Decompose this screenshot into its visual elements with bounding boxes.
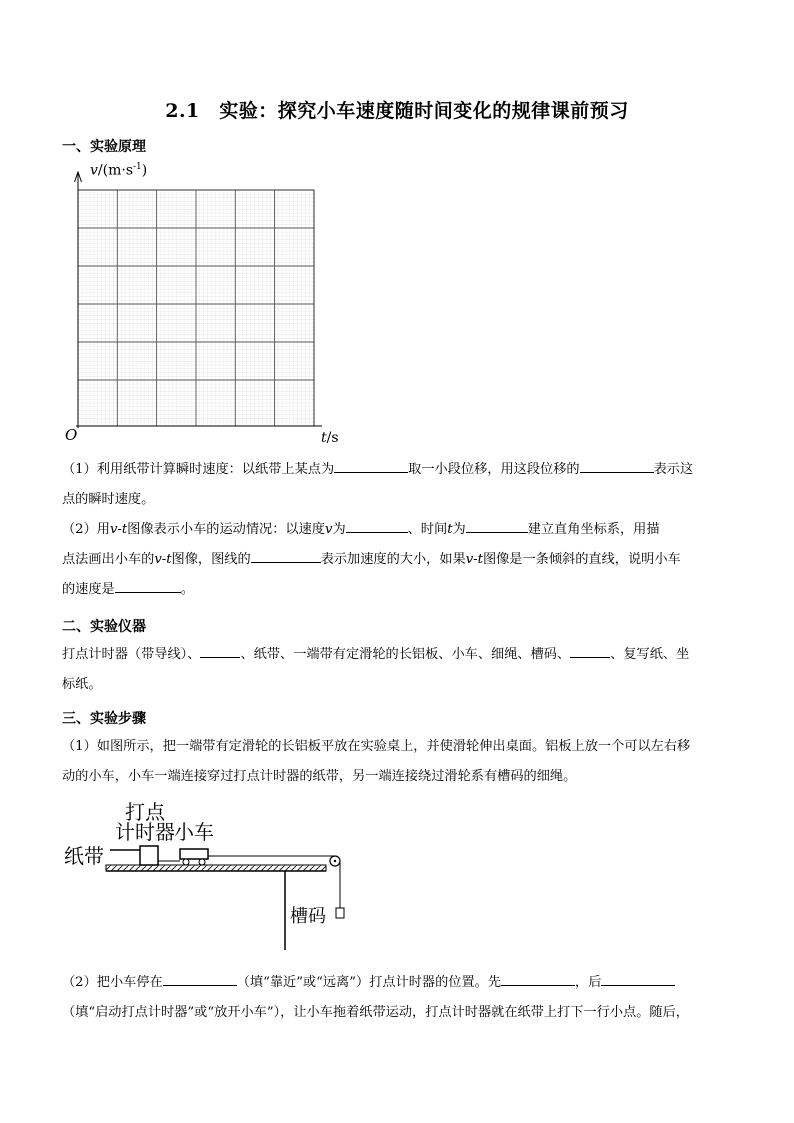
cart-body bbox=[180, 849, 208, 859]
blank-1[interactable] bbox=[334, 458, 408, 473]
weight-label: 槽码 bbox=[290, 906, 326, 927]
cart-label: 小车 bbox=[174, 820, 214, 844]
section-heading-steps: 三、实验步骤 bbox=[62, 711, 146, 727]
vt-graph bbox=[60, 160, 360, 456]
step-1: （1）如图所示，把一端带有定滑轮的长铝板平放在实验桌上，并使滑轮伸出桌面。铝板上放一个可以左右移 动的小车，小车一端连接穿过打点计时器的纸带，另一端连接绕过滑轮系有槽码的细绳。 bbox=[62, 739, 691, 784]
blank-7[interactable] bbox=[200, 643, 240, 658]
aluminum-board bbox=[106, 865, 326, 871]
question-2: （2）用v-t图像表示小车的运动情况：以速度v为 、时间t为 建立直角坐标系，用描 点法画出小车的v-t图像，图线的 表示加速度的大小，如果v-t图像是一条倾斜的直线，说明小车 的速度是 。 bbox=[62, 515, 734, 605]
blank-11[interactable] bbox=[601, 971, 675, 986]
section-heading-equipment: 二、实验仪器 bbox=[62, 619, 146, 635]
blank-6[interactable] bbox=[115, 578, 181, 593]
blank-4[interactable] bbox=[466, 518, 528, 533]
apparatus-diagram bbox=[62, 800, 362, 959]
x-axis-label: t/s bbox=[321, 430, 339, 446]
cart-wheel-right bbox=[199, 859, 205, 865]
equipment-paragraph: 打点计时器（带导线）、 、纸带、一端带有定滑轮的长铝板、小车、细绳、槽码、 、复写纸、坐 标纸。 bbox=[62, 640, 734, 700]
vt-graph-svg bbox=[60, 160, 360, 452]
blank-2[interactable] bbox=[580, 458, 654, 473]
tape-label: 纸带 bbox=[64, 844, 104, 868]
step-2: （2）把小车停在 （填“靠近”或“远离”）打点计时器的位置。先 ，后 （填“启动打点计时器”或“放开小车”），让小车拖着纸带运动，打点计时器就在纸带上打下一行小点。随后， bbox=[62, 968, 734, 1028]
timer-label: 打点 计时器 bbox=[115, 800, 175, 844]
section-heading-principle: 一、实验原理 bbox=[62, 139, 146, 155]
blank-10[interactable] bbox=[501, 971, 575, 986]
blank-9[interactable] bbox=[163, 971, 237, 986]
blank-8[interactable] bbox=[570, 643, 610, 658]
timer-box bbox=[140, 846, 158, 865]
slot-weight bbox=[336, 908, 344, 918]
y-axis-label: $v/(m\cdot s^{-1})$ bbox=[90, 162, 148, 179]
cart-wheel-left bbox=[183, 859, 189, 865]
origin-label: O bbox=[65, 426, 78, 444]
page-title: 2.1 实验：探究小车速度随时间变化的规律课前预习 bbox=[165, 100, 629, 122]
pulley-axle bbox=[334, 860, 336, 862]
blank-3[interactable] bbox=[346, 518, 408, 533]
blank-5[interactable] bbox=[251, 548, 321, 563]
question-1: （1）利用纸带计算瞬时速度：以纸带上某点为 取一小段位移，用这段位移的 表示这 点的瞬时速度。 bbox=[62, 455, 734, 515]
